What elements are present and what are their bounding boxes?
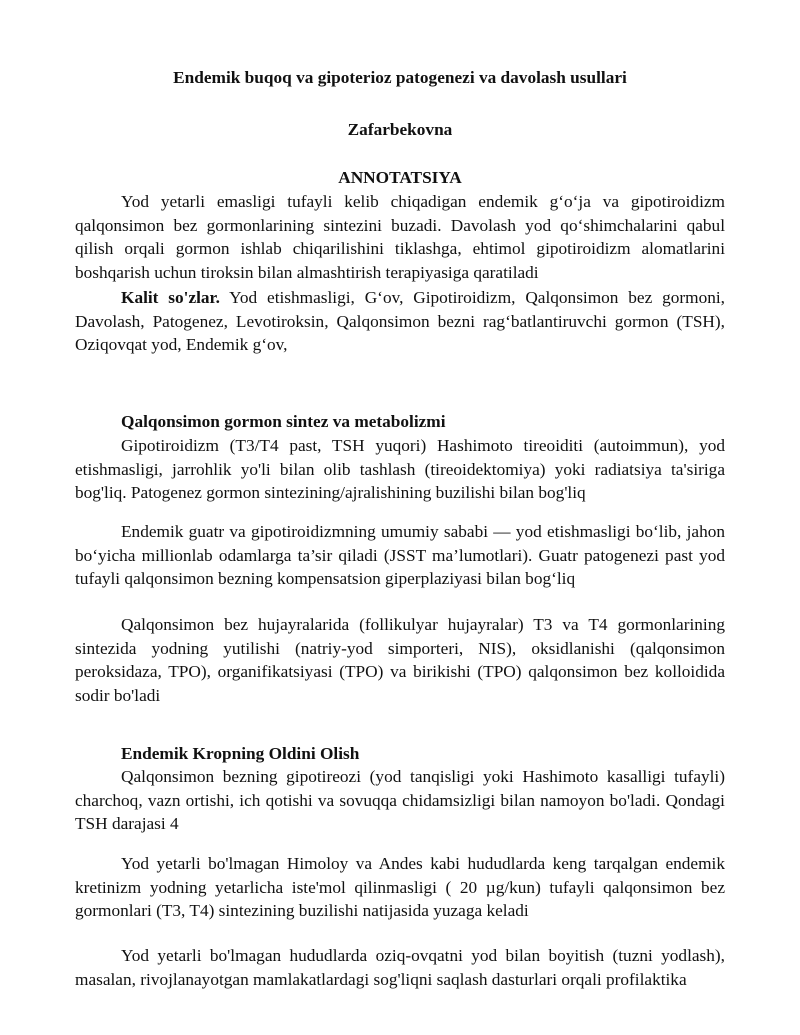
section2-paragraph: Yod yetarli bo'lmagan Himoloy va Andes kabi hududlarda keng tarqalgan endemik kretinizm yodning yetarlicha iste'mol qilinmasligi ( 20 µg/kun) tufayli qalqonsimon bez gormonlari (T3, T4) sintezining buzilishi natijasida yuzaga keladi (75, 854, 725, 921)
section2-paragraph: Qalqonsimon bezning gipotireozi (yod tanqisligi yoki Hashimoto kasalligi tufayli) charchoq, vazn ortishi, ich qotishi va sovuqqa chidamsizligi bilan namoyon bo'ladi. Qondagi TSH darajasi 4 (75, 767, 725, 834)
keywords-label: Kalit so'zlar. (121, 288, 220, 307)
section-heading-prevention: Endemik Kropning Oldini Olish (121, 744, 360, 763)
keywords-paragraph (75, 286, 725, 357)
annotation-heading: ANNOTATSIYA (338, 168, 462, 187)
section1-paragraph: Gipotiroidizm (T3/T4 past, TSH yuqori) Hashimoto tireoiditi (autoimmun), yod etishmasligi, jarrohlik yo'li bilan olib tashlash (tireoidektomiya) yoki radiatsiya ta'siriga bog'liq. Patogenez gormon sintezining/ajralishining buzilishi bilan bog'liq (75, 436, 725, 503)
keywords-text: Yod etishmasligi, G‘ov, Gipotiroidizm, Qalqonsimon bez gormoni, Davolash, Patogenez, Levotiroksin, Qalqonsimon bezni rag‘batlantiruvchi gormon (TSH), Oziqovqat yod, Endemik g‘ov, (75, 288, 725, 355)
section1-paragraph: Qalqonsimon bez hujayralarida (follikulyar hujayralar) T3 va T4 gormonlarining sintezida yodning yutilishi (natriy-yod simporteri, NIS), oksidlanishi (qalqonsimon peroksidaza, TPO), organifikatsiyasi (TPO) va birikishi (TPO) qalqonsimon bez kolloidida sodir bo'ladi (75, 615, 725, 705)
section1-paragraph: Endemik guatr va gipotiroidizmning umumiy sababi — yod etishmasligi bo‘lib, jahon bo‘yicha millionlab odamlarga ta’sir qiladi (JSST ma’lumotlari). Guatr patogenezi past yod tufayli qalqonsimon bezning kompensatsion giperplaziyasi bilan bog‘liq (75, 522, 725, 589)
annotation-paragraph: Yod yetarli emasligi tufayli kelib chiqadigan endemik g‘o‘ja va gipotiroidizm qalqonsimon bez gormonlarining sintezini buzadi. Davolash yod qo‘shimchalarini qabul qilish orqali gormon ishlab chiqarilishini tiklashga, ehtimol gipotiroidizm alomatlarini boshqarish uchun tiroksin bilan almashtirish terapiyasiga qaratiladi (75, 192, 725, 282)
author-name: Zafarbekovna (347, 120, 453, 139)
document-title: Endemik buqoq va gipoterioz patogenezi va davolash usullari (173, 68, 627, 87)
section2-paragraph: Yod yetarli bo'lmagan hududlarda oziq-ovqatni yod bilan boyitish (tuzni yodlash), masalan, rivojlanayotgan mamlakatlardagi sog'liqni saqlash dasturlari orqali profilaktika (75, 946, 725, 989)
section-heading-synthesis: Qalqonsimon gormon sintez va metabolizmi (121, 412, 446, 431)
